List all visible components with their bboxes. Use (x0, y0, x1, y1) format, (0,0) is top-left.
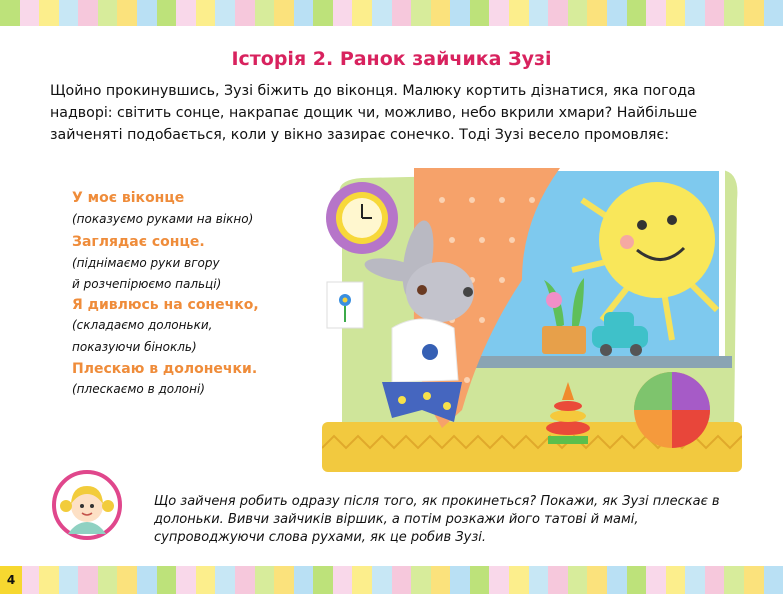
stripe-segment (137, 0, 157, 26)
stripe-segment (509, 0, 529, 26)
stripe-segment (666, 0, 686, 26)
stripe-segment (568, 566, 588, 594)
stripe-segment (607, 0, 627, 26)
stripe-segment (294, 0, 314, 26)
stripe-segment (431, 0, 451, 26)
bottom-decorative-stripe (0, 566, 783, 594)
stripe-segment (274, 566, 294, 594)
stripe-segment (724, 0, 744, 26)
stripe-segment (235, 566, 255, 594)
stripe-segment (411, 0, 431, 26)
stripe-segment (157, 0, 177, 26)
stripe-segment (470, 566, 490, 594)
stripe-segment (587, 0, 607, 26)
stripe-segment (78, 0, 98, 26)
stripe-segment (666, 566, 686, 594)
stripe-segment (744, 566, 764, 594)
stripe-segment (529, 566, 549, 594)
clock-icon (326, 182, 398, 254)
stripe-segment (587, 566, 607, 594)
stripe-segment (352, 0, 372, 26)
poem-line: У моє віконце (72, 190, 185, 206)
intro-paragraph: Щойно прокинувшись, Зузі біжить до віконця. Малюку кортить дізнатися, яка погода надворі: світить сонце, накрапає дощик чи, можливо, небо вкрили хмари? Найбільше зайченяті подобається, коли у вікно зазирає сонечко. Тоді Зузі весело промовляє: (50, 83, 698, 143)
bunny-at-window-illustration (322, 160, 742, 472)
stripe-segment (607, 566, 627, 594)
top-decorative-stripe (0, 0, 783, 26)
stripe-segment (724, 566, 744, 594)
stripe-segment (529, 0, 549, 26)
stripe-segment (176, 566, 196, 594)
page-number: 4 (0, 566, 22, 594)
page-title: Історія 2. Ранок зайчика Зузі (231, 48, 552, 70)
stripe-segment (39, 0, 59, 26)
stripe-segment (764, 566, 783, 594)
stripe-segment (470, 0, 490, 26)
stripe-segment (176, 0, 196, 26)
stripe-segment (59, 0, 79, 26)
poem-instruction: й розчепірюємо пальці) (72, 277, 222, 291)
stripe-segment (489, 566, 509, 594)
girl-avatar-icon (52, 470, 122, 540)
stripe-segment (117, 566, 137, 594)
stripe-segment (646, 0, 666, 26)
stripe-segment (255, 566, 275, 594)
poem-instruction: (піднімаємо руки вгору (72, 256, 220, 270)
stripe-segment (627, 566, 647, 594)
stripe-segment (548, 0, 568, 26)
stripe-segment (372, 0, 392, 26)
stripe-segment (392, 566, 412, 594)
stripe-segment (98, 0, 118, 26)
stripe-segment (20, 0, 40, 26)
stripe-segment (627, 0, 647, 26)
stripe-segment (568, 0, 588, 26)
stripe-segment (0, 0, 20, 26)
stripe-segment (215, 566, 235, 594)
stripe-segment (98, 566, 118, 594)
stripe-segment (392, 0, 412, 26)
poem-line: Я дивлюсь на сонечко, (72, 297, 259, 313)
stripe-segment (411, 566, 431, 594)
stripe-segment (333, 0, 353, 26)
stripe-segment (255, 0, 275, 26)
stripe-segment (20, 566, 40, 594)
poem-instruction: (показуємо руками на вікно) (72, 212, 254, 226)
stripe-segment (450, 0, 470, 26)
stripe-segment (313, 566, 333, 594)
stripe-segment (157, 566, 177, 594)
stripe-segment (509, 566, 529, 594)
stripe-segment (39, 566, 59, 594)
stripe-segment (274, 0, 294, 26)
stripe-segment (215, 0, 235, 26)
stripe-segment (705, 0, 725, 26)
stripe-segment (431, 566, 451, 594)
stripe-segment (548, 566, 568, 594)
stripe-segment (78, 566, 98, 594)
stripe-segment (372, 566, 392, 594)
stripe-segment (646, 566, 666, 594)
stripe-segment (744, 0, 764, 26)
poem-instruction: показуючи бінокль) (72, 340, 197, 354)
stripe-segment (450, 566, 470, 594)
stripe-segment (294, 566, 314, 594)
poem-instruction: (плескаємо в долоні) (72, 382, 205, 396)
poem-instruction: (складаємо долоньки, (72, 318, 213, 332)
poem-line: Заглядає сонце. (72, 234, 205, 250)
stripe-segment (489, 0, 509, 26)
stripe-segment (705, 566, 725, 594)
stripe-segment (685, 0, 705, 26)
task-text: Що зайченя робить одразу після того, як прокинеться? Покажи, як Зузі плескає в долоньки. Вивчи зайчиків віршик, а потім розкажи його татові й мамі, супроводжуючи слова рухами, як це робив Зузі. (154, 494, 720, 545)
stripe-segment (117, 0, 137, 26)
poem-line: Плескаю в долонечки. (72, 361, 258, 377)
stripe-segment (137, 566, 157, 594)
stripe-segment (764, 0, 783, 26)
stripe-segment (59, 566, 79, 594)
stripe-segment (196, 566, 216, 594)
stripe-segment (352, 566, 372, 594)
stripe-segment (235, 0, 255, 26)
stripe-segment (685, 566, 705, 594)
stripe-segment (333, 566, 353, 594)
stripe-segment (313, 0, 333, 26)
stripe-segment (196, 0, 216, 26)
